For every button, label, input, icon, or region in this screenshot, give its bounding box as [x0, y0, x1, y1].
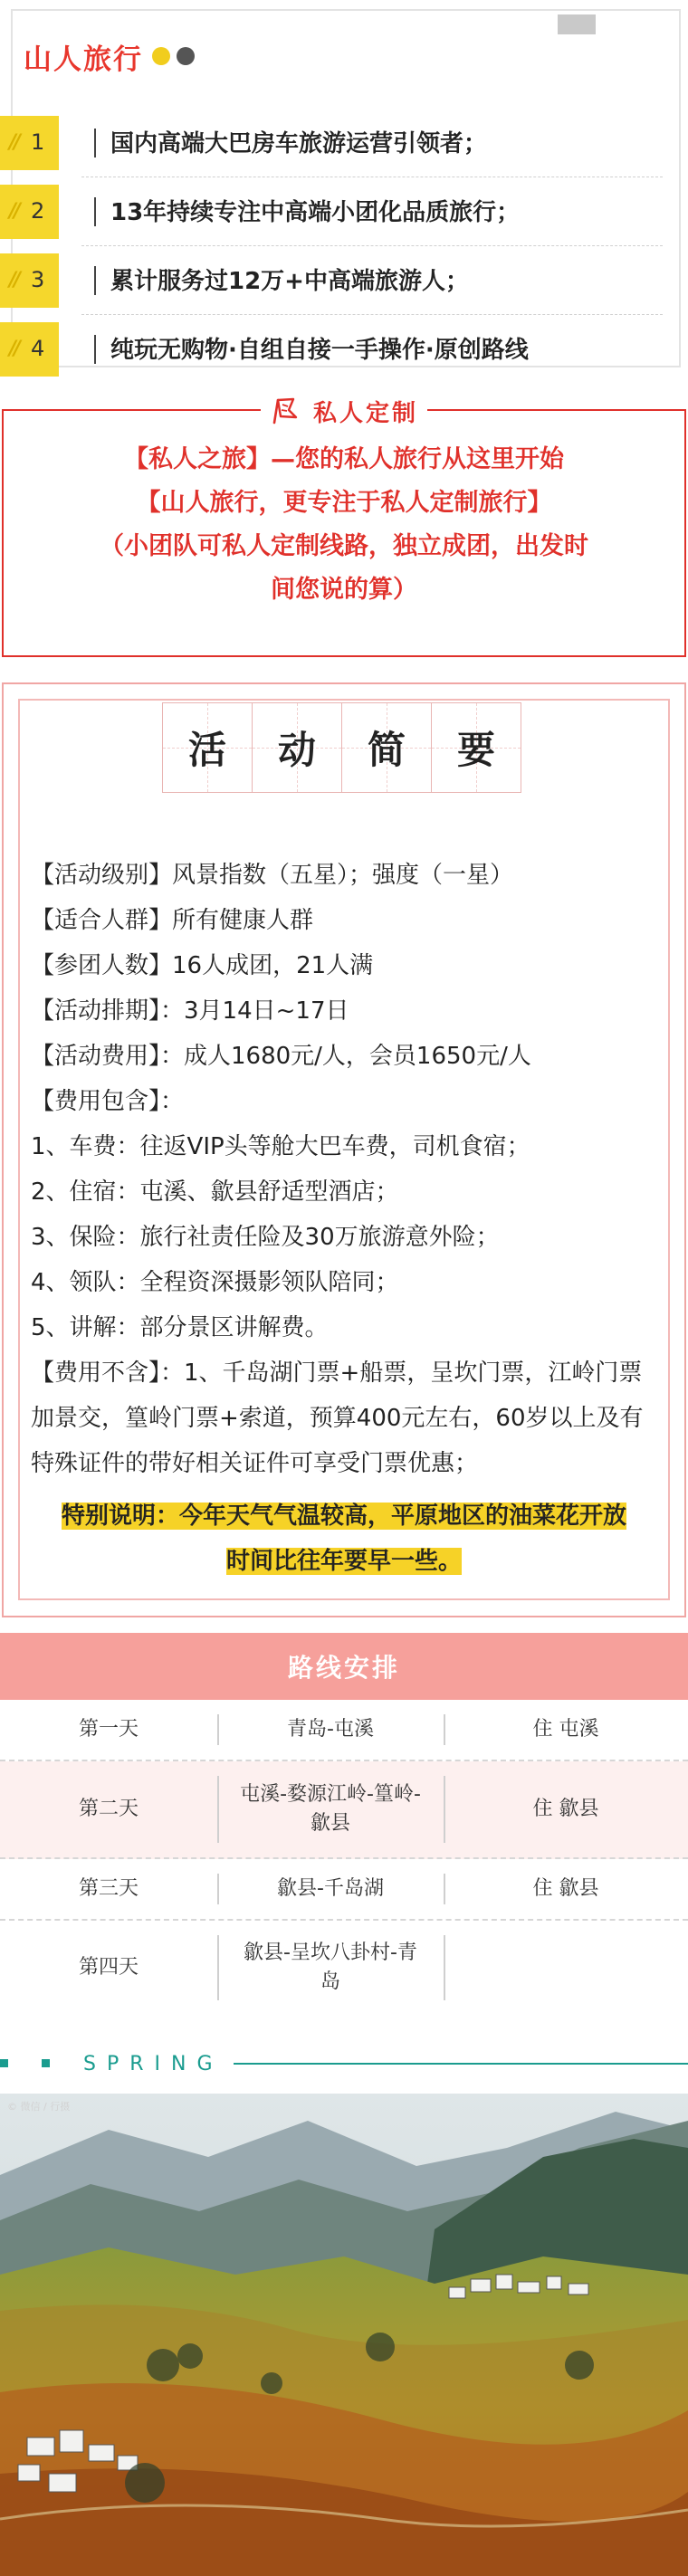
detail-line: 【费用包含】： — [31, 1088, 185, 1115]
custom-line: 【私人之旅】—您的私人旅行从这里开始 — [124, 445, 564, 473]
number-badge: // 3 — [0, 253, 59, 308]
detail-line: 【适合人群】所有健康人群 — [31, 907, 314, 934]
detail-line: 【活动费用】：成人1680元/人，会员1650元/人 — [31, 1043, 531, 1070]
title-char-cell: 要 — [431, 702, 521, 793]
number-badge: // 2 — [0, 185, 59, 239]
divider — [94, 129, 96, 157]
custom-line: 间您说的算） — [271, 576, 417, 604]
title-char-cell: 活 — [162, 702, 253, 793]
gray-dot-icon — [177, 47, 195, 65]
route-cell: 歙县-千岛湖 — [277, 1877, 384, 1900]
custom-tour-text — [18, 438, 670, 612]
teal-rule — [234, 2063, 688, 2065]
teal-square-icon — [0, 2059, 8, 2067]
intro-section — [0, 0, 688, 369]
detail-line: 2、住宿：屯溪、歙县舒适型酒店； — [31, 1178, 399, 1206]
table-row — [0, 1921, 688, 2015]
title-char-cell: 动 — [252, 702, 342, 793]
list-item — [0, 246, 688, 315]
note-label: 特别说明： — [61, 1503, 179, 1530]
day-cell: 第三天 — [78, 1877, 139, 1900]
title-char-cell: 简 — [341, 702, 432, 793]
stay-cell: 住 歙县 — [532, 1877, 599, 1900]
brand-row — [24, 36, 195, 76]
landscape-illustration — [0, 2094, 688, 2576]
excluded-costs: 【费用不含】：1、千岛湖门票+船票，呈坎门票，江岭门票加景交，篁岭门票+索道，预算400元左右，60岁以上及有特殊证件的带好相关证件可享受门票优惠； — [31, 1360, 644, 1477]
list-item — [0, 109, 688, 177]
custom-tour-heading — [0, 391, 688, 431]
summary-details — [31, 853, 664, 1486]
flag-icon — [270, 397, 301, 425]
route-cell: 青岛-屯溪 — [287, 1718, 374, 1741]
note-text: 今年天气气温较高，平原地区的油菜花开放 — [179, 1503, 627, 1530]
table-row — [0, 1700, 688, 1761]
landscape-photo — [0, 2094, 688, 2576]
spring-label: SPRING — [83, 2053, 224, 2075]
list-item-text: 国内高端大巴房车旅游运营引领者； — [110, 130, 488, 157]
summary-title — [163, 702, 521, 793]
decor-tab — [558, 14, 596, 34]
list-item-text: 纯玩无购物·自组自接一手操作·原创路线 — [110, 337, 529, 364]
table-row — [0, 1761, 688, 1859]
detail-line: 【活动级别】风景指数（五星）；强度（一星） — [31, 862, 514, 889]
yellow-dot-icon — [152, 47, 170, 65]
divider — [94, 266, 96, 295]
route-title: 路线安排 — [0, 1633, 688, 1700]
highlight-list — [0, 109, 688, 384]
custom-line: （小团队可私人定制线路，独立成团，出发时 — [100, 532, 588, 560]
route-table — [0, 1700, 688, 2015]
detail-line: 5、讲解：部分景区讲解费。 — [31, 1314, 329, 1341]
divider — [94, 197, 96, 226]
special-note — [29, 1493, 659, 1584]
day-cell: 第一天 — [78, 1718, 139, 1741]
route-cell: 屯溪-婺源江岭-篁岭-歙县 — [240, 1783, 421, 1835]
custom-line: 【山人旅行，更专注于私人定制旅行】 — [136, 489, 552, 517]
day-cell: 第四天 — [78, 1956, 139, 1979]
detail-line: 1、车费：往返VIP头等舱大巴车费，司机食宿； — [31, 1133, 530, 1160]
day-cell: 第二天 — [78, 1798, 139, 1820]
custom-tour-title: 私人定制 — [312, 399, 418, 427]
teal-square-icon — [42, 2059, 50, 2067]
stay-cell — [444, 1921, 688, 2015]
list-item — [0, 315, 688, 384]
detail-line: 3、保险：旅行社责任险及30万旅游意外险； — [31, 1224, 500, 1251]
route-cell: 歙县-呈坎八卦村-青岛 — [244, 1942, 417, 1993]
stay-cell: 住 屯溪 — [532, 1718, 599, 1741]
list-item-text: 13年持续专注中高端小团化品质旅行； — [110, 199, 521, 226]
detail-line: 【活动排期】：3月14日~17日 — [31, 997, 349, 1025]
list-item — [0, 177, 688, 246]
spring-divider — [0, 2053, 688, 2075]
divider — [94, 335, 96, 364]
detail-line: 【参团人数】16人成团，21人满 — [31, 952, 374, 979]
brand-title: 山人旅行 — [24, 43, 143, 76]
stay-cell: 住 歙县 — [532, 1798, 599, 1820]
watermark-text: © 微信 / 行摄 — [7, 2101, 71, 2113]
number-badge: // 4 — [0, 322, 59, 377]
list-item-text: 累计服务过12万+中高端旅游人； — [110, 268, 469, 295]
note-text-cont: 时间比往年要早一些。 — [225, 1548, 462, 1575]
detail-line: 4、领队：全程资深摄影领队陪同； — [31, 1269, 399, 1296]
table-row — [0, 1859, 688, 1921]
number-badge: // 1 — [0, 116, 59, 170]
